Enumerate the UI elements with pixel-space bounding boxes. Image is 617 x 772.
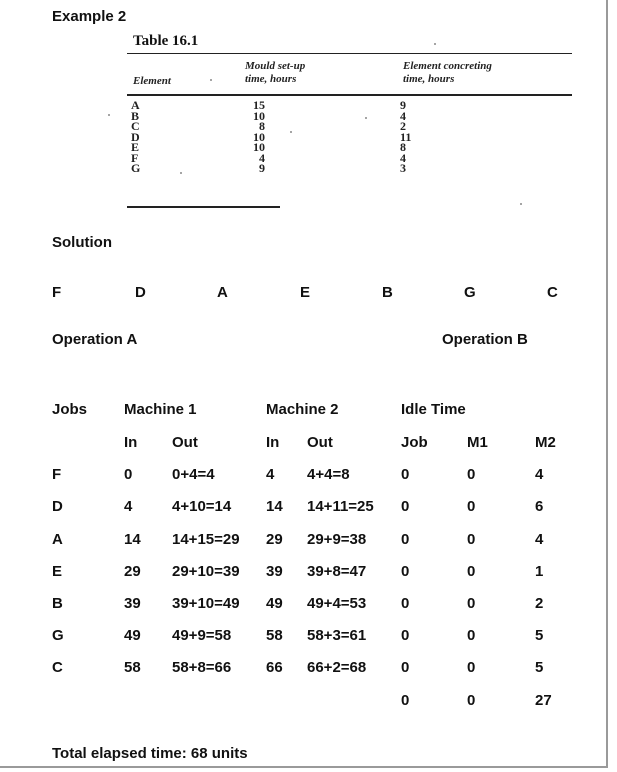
cell-m2-in: 58 — [266, 627, 283, 644]
scan-speck — [520, 203, 522, 205]
cell-idle-job: 0 — [401, 531, 410, 548]
table-cell: 15 — [253, 98, 265, 112]
cell-idle-job: 0 — [401, 466, 410, 483]
cell-m2-in: 14 — [266, 498, 283, 515]
table-caption: Table 16.1 — [133, 33, 199, 49]
col-element-header: Element — [133, 75, 171, 87]
scan-speck — [290, 131, 292, 133]
cell-job: C — [52, 659, 63, 676]
cell-idle-job: 0 — [401, 595, 410, 612]
cell-m2-in: 66 — [266, 659, 283, 676]
table-cell: G — [131, 161, 141, 175]
table-cell: D — [131, 129, 140, 144]
cell-idle-m1: 0 — [467, 498, 476, 515]
elements-col — [131, 100, 140, 174]
cell-m1-in: 49 — [124, 627, 141, 644]
cell-m1-out: 4+10=14 — [172, 498, 232, 515]
cell-m1-out: 14+15=29 — [172, 531, 240, 548]
cell-m1-out: 29+10=39 — [172, 563, 240, 580]
cell-m1-out: 39+10=49 — [172, 595, 240, 612]
sequence-item: F — [52, 284, 62, 301]
table-cell: 2 — [400, 119, 406, 133]
table-cell: F — [131, 150, 139, 165]
sequence-item: A — [217, 284, 228, 301]
subheader-m2-out: Out — [307, 434, 333, 451]
operation-b-label: Operation B — [442, 331, 528, 348]
cell-idle-job: 0 — [401, 659, 410, 676]
cell-m1-in: 14 — [124, 531, 141, 548]
cell-m2-in: 39 — [266, 563, 283, 580]
cell-idle-m2: 4 — [535, 531, 544, 548]
cell-idle-m1: 0 — [467, 563, 476, 580]
sequence-item: C — [547, 284, 558, 301]
cell-m2-out: 14+11=25 — [307, 498, 374, 515]
table-cell: 10 — [253, 140, 265, 154]
table-cell: 10 — [253, 129, 265, 144]
col-concrete-header-2: time, hours — [403, 73, 455, 85]
cell-m2-out: 29+9=38 — [307, 531, 367, 548]
cell-m2-out: 39+8=47 — [307, 563, 367, 580]
cell-idle-m1: 0 — [467, 659, 476, 676]
header-machine2: Machine 2 — [266, 401, 339, 418]
table-cell: 3 — [400, 161, 406, 175]
cell-job: B — [52, 595, 63, 612]
cell-idle-job: 0 — [401, 563, 410, 580]
cell-idle-m1: 0 — [467, 627, 476, 644]
cell-job: D — [52, 498, 63, 515]
cell-m1-in: 39 — [124, 595, 141, 612]
table-cell: 4 — [400, 150, 406, 165]
cell-idle-job: 0 — [401, 627, 410, 644]
table-cell: E — [131, 140, 140, 154]
header-jobs: Jobs — [52, 401, 88, 418]
table-header-rule — [127, 94, 572, 96]
subheader-m2-in: In — [266, 434, 280, 451]
total-idle-m2: 27 — [535, 692, 552, 709]
sequence-item: G — [464, 284, 476, 301]
table-cell: 8 — [259, 119, 265, 133]
example-title: Example 2 — [52, 8, 127, 25]
mould-col — [243, 100, 265, 174]
total-elapsed-time: Total elapsed time: 68 units — [52, 745, 248, 762]
cell-m2-in: 49 — [266, 595, 283, 612]
cell-m1-in: 0 — [124, 466, 133, 483]
header-idle-time: Idle Time — [401, 401, 466, 418]
col-mould-header-2: time, hours — [245, 73, 297, 85]
cell-m2-out: 4+4=8 — [307, 466, 350, 483]
col-concrete-header-1: Element concreting — [403, 60, 492, 72]
table-cell: 9 — [259, 161, 265, 175]
subheader-m1-in: In — [124, 434, 138, 451]
cell-idle-m1: 0 — [467, 531, 476, 548]
sequence-item: E — [300, 284, 311, 301]
scan-speck — [365, 117, 367, 119]
total-idle-m1: 0 — [467, 692, 476, 709]
cell-job: E — [52, 563, 63, 580]
cell-m1-in: 4 — [124, 498, 133, 515]
table-top-rule — [127, 53, 572, 54]
table-cell: 11 — [400, 129, 412, 144]
cell-m2-out: 58+3=61 — [307, 627, 367, 644]
solution-label: Solution — [52, 234, 112, 251]
scan-speck — [434, 43, 436, 45]
cell-idle-m2: 5 — [535, 627, 544, 644]
table-cell: C — [131, 119, 140, 133]
sequence-item: B — [382, 284, 393, 301]
subheader-idle-m2: M2 — [535, 434, 556, 451]
cell-idle-m2: 4 — [535, 466, 544, 483]
total-idle-job: 0 — [401, 692, 410, 709]
table-cell: 9 — [400, 98, 406, 112]
table-cell: A — [131, 98, 140, 112]
cell-m1-in: 58 — [124, 659, 141, 676]
cell-job: A — [52, 531, 63, 548]
operation-a-label: Operation A — [52, 331, 138, 348]
cell-idle-m1: 0 — [467, 595, 476, 612]
subheader-job: Job — [401, 434, 428, 451]
table-cell: 4 — [259, 150, 265, 165]
cell-idle-m2: 6 — [535, 498, 544, 515]
cell-idle-m2: 2 — [535, 595, 544, 612]
scan-speck — [108, 114, 110, 116]
cell-idle-m1: 0 — [467, 466, 476, 483]
cell-m1-in: 29 — [124, 563, 141, 580]
table-bottom-rule — [127, 206, 280, 208]
table-cell: B — [131, 108, 140, 123]
table-cell: 4 — [400, 108, 406, 123]
scan-speck — [210, 79, 212, 81]
header-machine1: Machine 1 — [124, 401, 197, 418]
col-mould-header-1: Mould set-up — [245, 60, 306, 72]
cell-m2-in: 4 — [266, 466, 275, 483]
cell-idle-m2: 5 — [535, 659, 544, 676]
cell-m1-out: 0+4=4 — [172, 466, 215, 483]
concrete-col — [400, 100, 411, 174]
cell-idle-job: 0 — [401, 498, 410, 515]
cell-m2-out: 49+4=53 — [307, 595, 367, 612]
subheader-m1-out: Out — [172, 434, 198, 451]
table-cell: 8 — [400, 140, 406, 154]
cell-job: G — [52, 627, 64, 644]
subheader-idle-m1: M1 — [467, 434, 488, 451]
table-cell: 10 — [253, 108, 265, 123]
cell-m1-out: 58+8=66 — [172, 659, 232, 676]
cell-m2-out: 66+2=68 — [307, 659, 367, 676]
sequence-item: D — [135, 284, 146, 301]
cell-idle-m2: 1 — [535, 563, 544, 580]
cell-m2-in: 29 — [266, 531, 283, 548]
cell-m1-out: 49+9=58 — [172, 627, 232, 644]
scan-speck — [180, 172, 182, 174]
cell-job: F — [52, 466, 62, 483]
